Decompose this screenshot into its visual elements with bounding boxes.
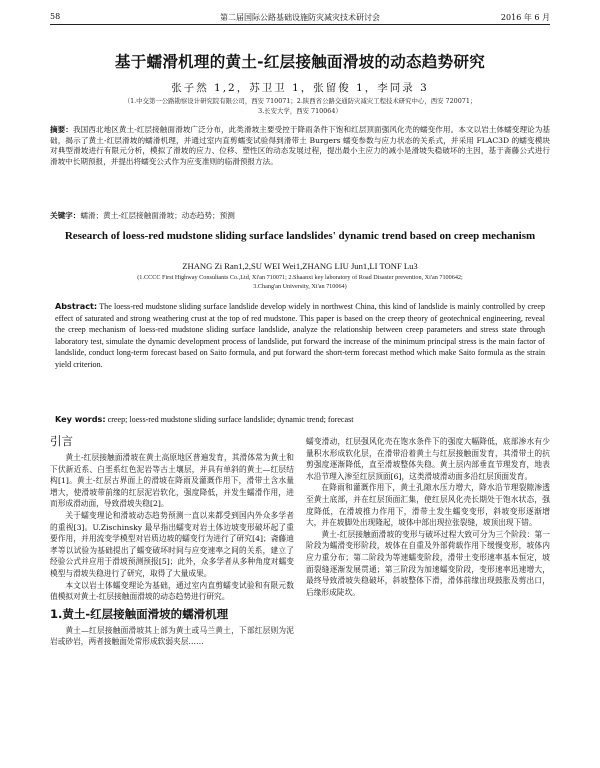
body-paragraph: 黄土-红层接触面滑坡在黄土高原地区普遍发育，其滑体常为黄土和下伏新近系、白垩系红色泥岩等古土壤层，并具有单斜的黄土—红层结构[1]。黄土-红层古界面上的滑坡在降雨及灌溉作用下，滑带土含水量增大，使滑坡带前缘的红层泥岩软化，强度降低，并发生蠕滑作用，进而形成滑动面，导致滑坡失稳[2]。 — [50, 453, 294, 509]
english-abstract — [55, 301, 545, 371]
chinese-title: 基于蠕滑机理的黄土-红层接触面滑坡的动态趋势研究 — [114, 53, 486, 71]
english-keywords — [55, 414, 545, 425]
conference-name: 第二届国际公路基础设施防灾减灾技术研讨会 — [220, 13, 380, 22]
page-number: 58 — [50, 12, 61, 21]
body-paragraph: 本文以岩土体蠕变理论为基础，通过室内直剪蠕变试验和有限元数值模拟对黄土-红层接触面滑坡的动态趋势进行研究。 — [50, 580, 294, 602]
body-paragraph: 关于蠕变理论和滑坡动态趋势预测一直以来都受到国内外众多学者的重视[3]。U.Zischinsky 最早指出蠕变对岩土体边坡变形破坏起了重要作用，并用流变学模型对岩质边坡的蠕变行为进行了研究[4]；斋藤迪孝等以试验为基础提出了蠕变破坏时间与应变速率之间的关系，建立了经验公式并应用于滑坡预测预报[5]；此外，众多学者从多种角度对蠕变模型与滑坡失稳进行了研究，取得了大量成果。 — [50, 510, 294, 578]
running-header — [50, 10, 550, 25]
issue-date: 2016 年 6 月 — [500, 13, 550, 22]
chinese-keywords-text: 蠕滑；黄土-红层接触面滑坡；动态趋势；预测 — [80, 211, 235, 220]
body-left-column — [50, 432, 294, 766]
chinese-keywords-label: 关键字： — [50, 211, 81, 220]
english-abstract-label: Abstract: — [55, 301, 98, 311]
english-abstract-text: The loess-red mudstone sliding surface landslide develop widely in northwest China, this kind of landslide is mainly controlled by creep effect of saturated and strong weathering crust at the top of red mudstone. This paper is based on the creep theory of geotechnical engineering, reveal the creep mechanism of loess-red mudstone sliding surface landslide, analyze the relationship between creep parameters and stress state through laboratory test, simulate the dynamic development process of landslide, put forward the increase of the minimum principal stress is the main factor of landslide, conduct long-term forecast based on Saito formula, and put forward the short-term forecast method which make Saito formula as the strain yield criterion. — [55, 302, 545, 369]
chinese-authors: 张子然 1,2，苏卫卫 1，张留俊 1，李同录 3 — [171, 82, 429, 94]
section-1-heading: 1.黄土-红层接触面滑坡的蠕滑机理 — [50, 606, 229, 621]
chinese-abstract-label: 摘要： — [50, 125, 73, 134]
body-paragraph: 黄土—红层接触面滑坡其上部为黄土或马兰黄土，下部红层则为泥岩或砂岩，两者接触面处常形成软弱夹层…… — [50, 625, 294, 647]
body-paragraph: 黄土-红层接触面滑坡的变形与破坏过程大致可分为三个阶段：第一阶段为蠕滑变形阶段，坡体在自重及外部荷载作用下缓慢变形，坡体内应力重分布；第二阶段为等速蠕变阶段，滑带土变形速率基本恒定，坡面裂缝逐渐发展贯通；第三阶段为加速蠕变阶段，变形速率迅速增大，最终导致滑坡失稳破坏，斜坡整体下滑，滑体前缘出现鼓胀及剪出口，后缘形成陡坎。 — [306, 529, 550, 597]
english-authors: ZHANG Zi Ran1,2,SU WEI Wei1,ZHANG LIU Jun1,LI TONF Lu3 — [182, 261, 418, 271]
chinese-keywords — [50, 211, 550, 221]
chinese-abstract — [50, 125, 550, 167]
english-keywords-text: creep; loess-red mudstone sliding surface landslide; dynamic trend; forecast — [107, 415, 354, 424]
english-title: Research of loess-red mudstone sliding surface landslides' dynamic trend based on creep mechanism — [64, 230, 536, 242]
chinese-affiliation-line: 3.长安大学，西安 710064） — [258, 106, 342, 115]
body-right-column — [306, 436, 550, 766]
introduction-heading: 引言 — [50, 434, 73, 448]
chinese-affiliation-line: （1.中交第一公路勘察设计研究院有限公司，西安 710071；2.陕西省公路交通防灾减灾工程技术研究中心，西安 720071； — [123, 97, 477, 105]
english-affiliation-line: 3.Chang'an University, Xi'an 710064) — [253, 282, 347, 290]
english-affiliations — [55, 274, 545, 292]
english-keywords-label: Key words: — [55, 414, 106, 424]
body-paragraph: 蠕变滑动，红层强风化壳在饱水条件下的强度大幅降低，底部渗水有少量积水形成软化层，在滑带沿着黄土与红层接触面发育，其滑带土的抗剪强度逐渐降低，直至滑坡整体失稳。黄土层内部垂直节理发育，地表水沿节理入渗至红层顶面[6]，这类滑坡滑动面多沿红层顶面发育。 — [306, 437, 550, 481]
english-affiliation-line: (1.CCCC First Highway Consultants Co.,Ltd, Xi'an 710071; 2.Shaanxi key laboratory of Road Disaster prevention, Xi'an 7100642; — [137, 274, 463, 281]
body-paragraph: 在降雨和灌溉作用下，黄土孔隙水压力增大，降水沿节理裂隙渗透至黄土底部，并在红层顶面汇集，使红层风化壳长期处于饱水状态，强度降低，在滑坡推力作用下，滑带土发生蠕变变形，斜坡变形逐渐增大，并在坡脚处出现隆起，坡体中部出现拉张裂缝，坡顶出现下错。 — [306, 483, 550, 528]
chinese-abstract-text: 我国西北地区黄土-红层接触面滑坡广泛分布，此类滑坡主要受控于降雨条件下饱和红层顶面强风化壳的蠕变作用。本文以岩土体蠕变理论为基础，揭示了黄土-红层滑坡的蠕滑机理，并通过室内直剪蠕变试验得到滑带土 Burgers 蠕变参数与应力状态的关系式，并采用 FLAC3D 的蠕变模块对典型滑坡进行有限元分析，模拟了滑坡的应力、位移、塑性区的动态发展过程，提出最小主应力的减小是滑坡失稳破坏的主因，基于斋藤公式进行滑坡中长期预报，并提出将蠕变公式作为应变准则的临滑预报方法。 — [50, 125, 551, 166]
chinese-affiliations — [60, 97, 540, 116]
